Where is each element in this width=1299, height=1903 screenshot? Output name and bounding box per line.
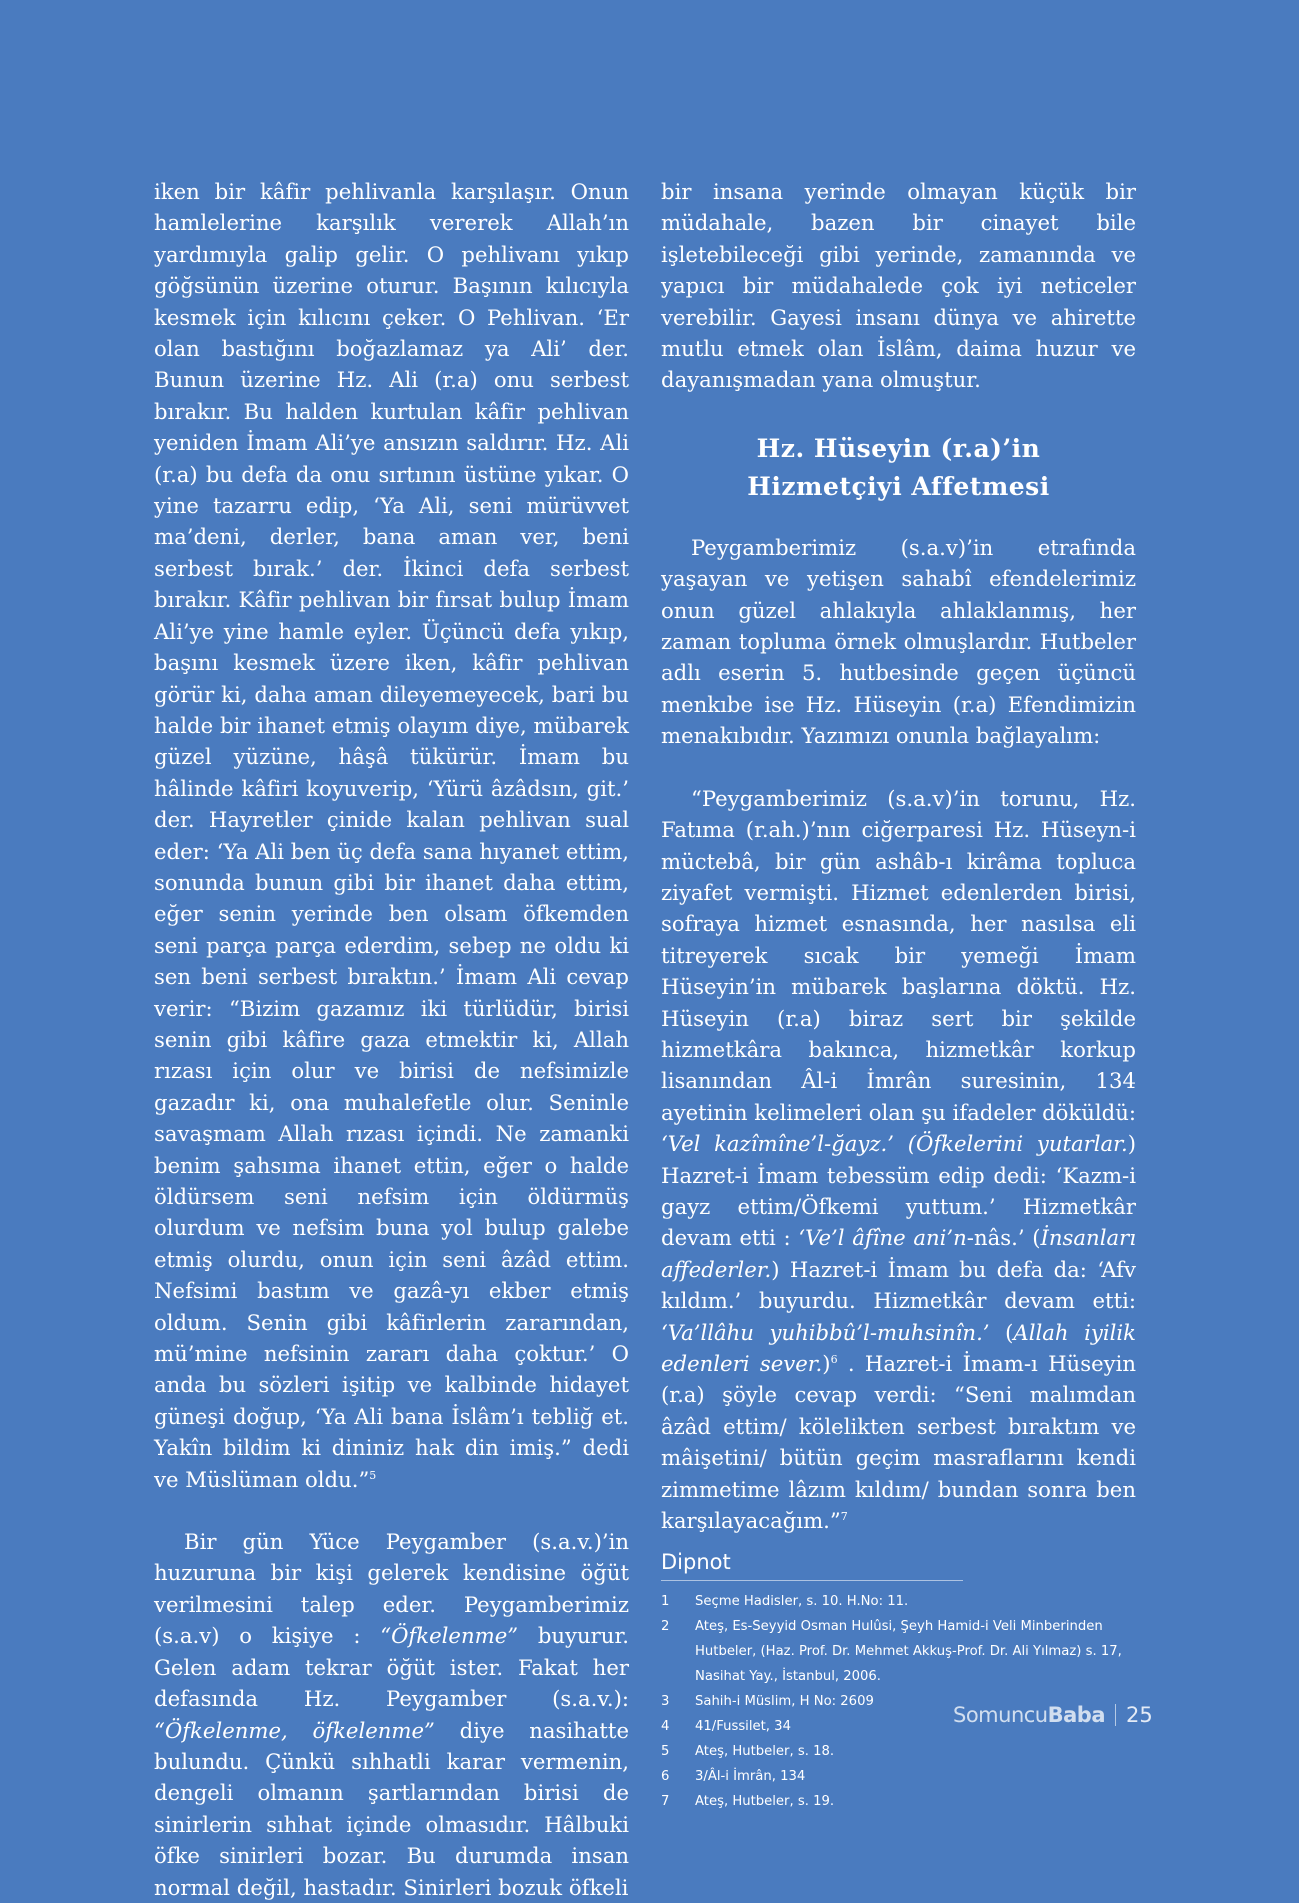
footnote-ref[interactable]: 6 [830, 1352, 838, 1366]
body-paragraph [154, 176, 629, 1495]
body-paragraph [661, 532, 1136, 752]
paragraph-text: ) Hazret-i İmam bu defa da: ‘Afv kıldım.’ buyurdu. Hizmetkâr devam etti: [661, 1256, 1136, 1314]
footnote-item [661, 1789, 1136, 1814]
footnote-item [661, 1614, 1136, 1689]
body-paragraph [154, 1526, 629, 1903]
brand-text: Baba [1047, 1703, 1105, 1727]
paragraph-text: iken bir kâfir pehlivanla karşılaşır. Onun hamlelerine karşılık vererek Allah’ın yardımıyla galip gelir. O pehlivanı yıkıp göğsünün üzerine oturur. Başının kılıcıyla kesmek için kılıcını çeker. O Pehlivan. ‘Er olan bastığını boğazlamaz ya Ali’ der. Bunun üzerine Hz. Ali (r.a) onu serbest bırakır. Bu halden kurtulan kâfir pehlivan yeniden İmam Ali’ye ansızın saldırır. Hz. Ali (r.a) bu defa da onu sırtının üstüne yıkar. O yine tazarru edip, ‘Ya Ali, seni mürüvvet ma’deni, derler, bana aman ver, beni serbest bırak.’ der. İkinci defa serbest bırakır. Kâfir pehlivan bir fırsat bulup İmam Ali’ye yine hamle eyler. Üçüncü defa yıkıp, başını kesmek üzere iken, kâfir pehlivan görür ki, daha aman dileyemeyecek, bari bu halde bir ihanet etmiş olayım diye, mübarek güzel yüzüne, hâşâ tükürür. İmam bu hâlinde kâfiri koyuverip, ‘Yürü âzâdsın, git.’ der. Hayretler çinide kalan pehlivan sual eder: ‘Ya Ali ben üç defa sana hıyanet ettim, sonunda bunun gibi bir ihanet daha ettim, eğer senin yerinde ben olsam öfkemden seni parça parça ederdim, sebep ne oldu ki sen beni serbest bıraktın.’ İmam Ali cevap verir: “Bizim gazamız iki türlüdür, birisi senin gibi kâfire gaza etmektir ki, Allah rızası için olur ve birisi de nefsimizle gazadır ki, ona muhalefetle olur. Seninle savaşmam Allah rızası içindi. Ne zamanki benim şahsıma ihanet ettin, eğer o halde öldürsem seni nefsim için öldürmüş olurdum ve nefsim buna yol bulup galebe etmiş olurdu, onun için seni âzâd ettim. Nefsimi bastım ve gazâ-yı ekber etmiş oldum. Senin gibi kâfirlerin zararından, mü’mine nefsinin zararı daha çoktur.’ O anda bu sözleri işitip ve kalbinde hidayet güneşi doğup, ‘Ya Ali bana İslâm’ı tebliğ et. Yakîn bildim ki dininiz hak din imiş.” dedi ve Müslüman oldu.” [154, 179, 629, 1492]
page-number: 25 [1126, 1703, 1153, 1727]
footnote-ref[interactable]: 7 [840, 1509, 848, 1523]
footnote-number: 2 [661, 1619, 670, 1635]
paragraph-text: ( [989, 1319, 1014, 1345]
footnote-text: 3/Âl-i İmrân, 134 [695, 1769, 806, 1785]
quote-italic: ‘Vel kazîmîne’l-ğayz.’ (Öfkelerini yutarlar. [661, 1131, 1128, 1157]
footnote-text: Ateş, Hutbeler, s. 19. [695, 1794, 835, 1810]
footnote-number: 7 [661, 1794, 670, 1810]
footnote-text: Seçme Hadisler, s. 10. H.No: 11. [695, 1594, 909, 1610]
footnote-number: 3 [661, 1694, 670, 1710]
footnote-text: 41/Fussilet, 34 [695, 1719, 791, 1735]
footnote-number: 4 [661, 1719, 670, 1735]
quote-italic: “Öfkelenme, öfkelenme” [154, 1717, 435, 1743]
paragraph-text: ) [822, 1351, 831, 1376]
paragraph-text: Peygamberimiz (s.a.v)’in etrafında yaşayan ve yetişen sahabî efendelerimiz onun güzel ahlakıyla ahlaklanmış, her zaman topluma örnek olmuşlardır. Hutbeler adlı eserin 5. hutbesinde geçen üçüncü menkıbe ise Hz. Hüseyin (r.a) Efendimizin menakıbıdır. Yazımızı onunla bağlayalım: [661, 534, 1136, 749]
quote-italic: “Öfkelenme” [380, 1623, 519, 1649]
heading-line: Hizmetçiyi Affetmesi [747, 471, 1050, 501]
quote-italic: İnsanları affederler. [661, 1225, 1137, 1282]
magazine-logo [953, 1703, 1105, 1727]
footnote-text: Sahih-i Müslim, H No: 2609 [695, 1694, 874, 1710]
footnote-item [661, 1589, 1136, 1614]
footnote-number: 5 [661, 1744, 670, 1760]
footnote-ref[interactable]: 5 [369, 1468, 377, 1482]
paragraph-text: buyurur. Gelen adam tekrar öğüt ister. Fakat her defasında Hz. Peygamber (s.a.v.): [154, 1623, 629, 1712]
brand-text: Somuncu [953, 1703, 1048, 1727]
section-heading [661, 430, 1136, 506]
paragraph-text: . Hazret-i İmam-ı Hüseyin (r.a) şöyle cevap verdi: “Seni malımdan âzâd ettim/ kölelikten serbest bıraktım ve mâişetini/ bütün geçim masraflarını kendi zimmetime lâzım kıldım/ bundan sonra ben karşılayacağım.” [661, 1351, 1136, 1534]
footnotes-title: Dipnot [661, 1550, 963, 1581]
paragraph-text: ) Hazret-i İmam tebessüm edip dedi: ‘Kazm-i gayz ettim/Öfkemi yuttum.’ Hizmetkâr devam etti : [661, 1131, 1136, 1251]
paragraph-text: Bir gün Yüce Peygamber (s.a.v.)’in huzuruna bir kişi gelerek kendisine öğüt verilmesini talep eder. Peygamberimiz (s.a.v) o kişiye : [154, 1529, 629, 1649]
paragraph-text: “Peygamberimiz (s.a.v)’in torunu, Hz. Fatıma (r.ah.)’nın ciğerparesi Hz. Hüseyn-i müctebâ, bir gün ashâb-ı kirâma topluca ziyafet vermişti. Hizmet edenlerden birisi, sofraya hizmet esnasında, her nasılsa eli titreyerek sıcak bir yemeği İmam Hüseyin’in mübarek başlarına döktü. Hz. Hüseyin (r.a) biraz sert bir şekilde hizmetkâra bakınca, hizmetkâr korkup lisanından Âl-i İmrân suresinin, 134 ayetinin kelimeleri olan şu ifadeler döküldü: [661, 785, 1137, 1125]
footnote-text: Ateş, Es-Seyyid Osman Hulûsi, Şeyh Hamid-i Veli Minberinden Hutbeler, (Haz. Prof. Dr. Mehmet Akkuş-Prof. Dr. Ali Yılmaz) s. 17, Nasihat Yay., İstanbul, 2006. [695, 1619, 1122, 1685]
quote-italic: Allah iyilik edenleri sever. [661, 1319, 1136, 1376]
page-folio [953, 1703, 1153, 1727]
left-column [154, 176, 629, 1903]
right-column [661, 176, 1136, 1814]
footnote-text: Ateş, Hutbeler, s. 18. [695, 1744, 835, 1760]
body-paragraph [661, 176, 1136, 396]
folio-divider [1115, 1704, 1116, 1726]
footnote-number: 6 [661, 1769, 670, 1785]
footnote-item [661, 1764, 1136, 1789]
footnote-item [661, 1739, 1136, 1764]
footnote-number: 1 [661, 1594, 670, 1610]
paragraph-text: bir insana yerinde olmayan küçük bir müdahale, bazen bir cinayet bile işletebileceği gibi yerinde, zamanında ve yapıcı bir müdahalede çok iyi neticeler verebilir. Gayesi insanı dünya ve ahirette mutlu etmek olan İslâm, daima huzur ve dayanışmadan yana olmuştur. [661, 179, 1136, 393]
heading-line: Hz. Hüseyin (r.a)’in [756, 433, 1041, 463]
quote-italic: ‘Va’llâhu yuhibbû’l-muhsinîn.’ [661, 1319, 990, 1345]
paragraph-text: -nâs.’ ( [966, 1225, 1041, 1251]
body-paragraph [661, 783, 1136, 1537]
quote-italic: ‘Ve’l âfîne ani’n [798, 1225, 967, 1251]
footnotes-list [661, 1589, 1136, 1814]
paragraph-text: diye nasihatte bulundu. Çünkü sıhhatli karar vermenin, dengeli olmanın şartlarından birisi de sinirlerin sıhhat içinde olmasıdır. Hâlbuki öfke sinirleri bozar. Bu durumda insan normal değil, hastadır. Sinirleri bozuk öfkeli [154, 1717, 629, 1900]
